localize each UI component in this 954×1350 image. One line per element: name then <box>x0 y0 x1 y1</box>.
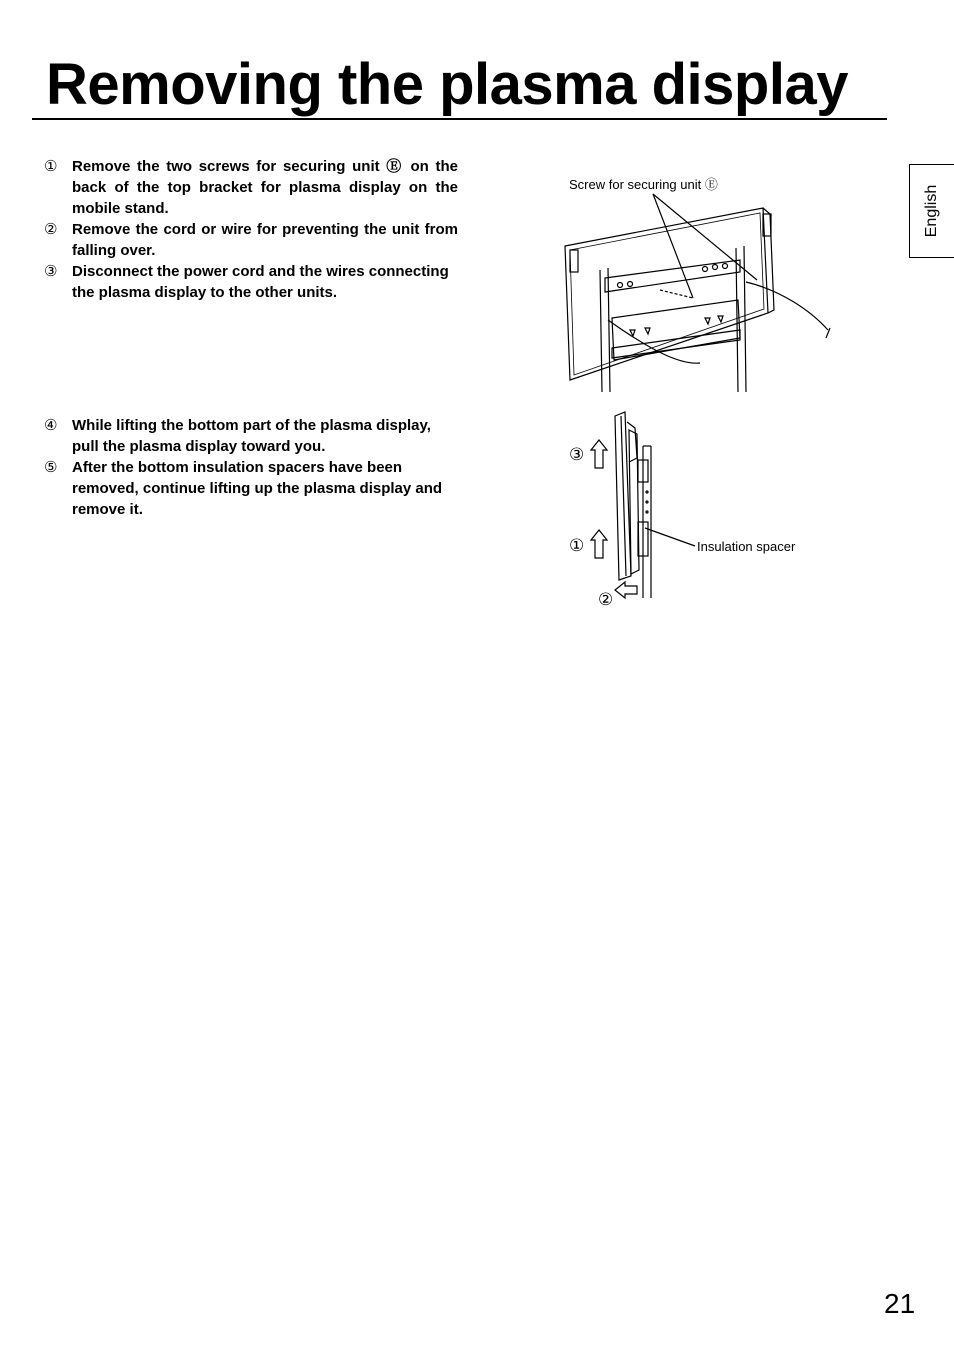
step-5 <box>44 457 458 520</box>
side-lift-illustration <box>565 410 825 615</box>
step-text: While lifting the bottom part of the plasma display, pull the plasma display toward you. <box>72 417 431 455</box>
step-3 <box>44 261 458 303</box>
steps-list-2 <box>44 415 458 520</box>
step-text: Disconnect the power cord and the wires connecting the plasma display to the other units. <box>72 263 449 301</box>
title-rule <box>32 118 887 120</box>
language-tab-label: English <box>923 184 940 238</box>
callout-three: ③ <box>569 445 585 465</box>
figure-label-spacer: Insulation spacer <box>697 539 796 554</box>
language-tab <box>909 164 954 258</box>
step-number: ⑤ <box>44 458 58 476</box>
step-text: Remove the two screws for securing unit Ⓔ on the back of the top bracket for plasma display on the mobile stand. <box>72 158 458 217</box>
callout-two: ② <box>598 590 614 610</box>
step-text: After the bottom insulation spacers have been removed, continue lifting up the plasma display and remove it. <box>72 459 443 518</box>
figure-label-screw: Screw for securing unit Ⓔ <box>569 177 718 192</box>
page-number: 21 <box>884 1288 916 1319</box>
page-title: Removing the plasma display <box>46 52 848 117</box>
step-number: ② <box>44 220 58 238</box>
step-number: ① <box>44 157 58 175</box>
figure-side-lift <box>565 410 825 615</box>
step-text: Remove the cord or wire for preventing the unit from falling over. <box>72 221 458 259</box>
callout-one: ① <box>569 536 585 556</box>
step-number: ④ <box>44 416 58 434</box>
step-number: ③ <box>44 262 58 280</box>
step-2 <box>44 219 458 261</box>
figure-stand-back <box>560 170 850 395</box>
stand-back-illustration <box>560 170 850 395</box>
step-1 <box>44 156 458 219</box>
steps-list-1 <box>44 156 458 303</box>
step-4 <box>44 415 458 457</box>
